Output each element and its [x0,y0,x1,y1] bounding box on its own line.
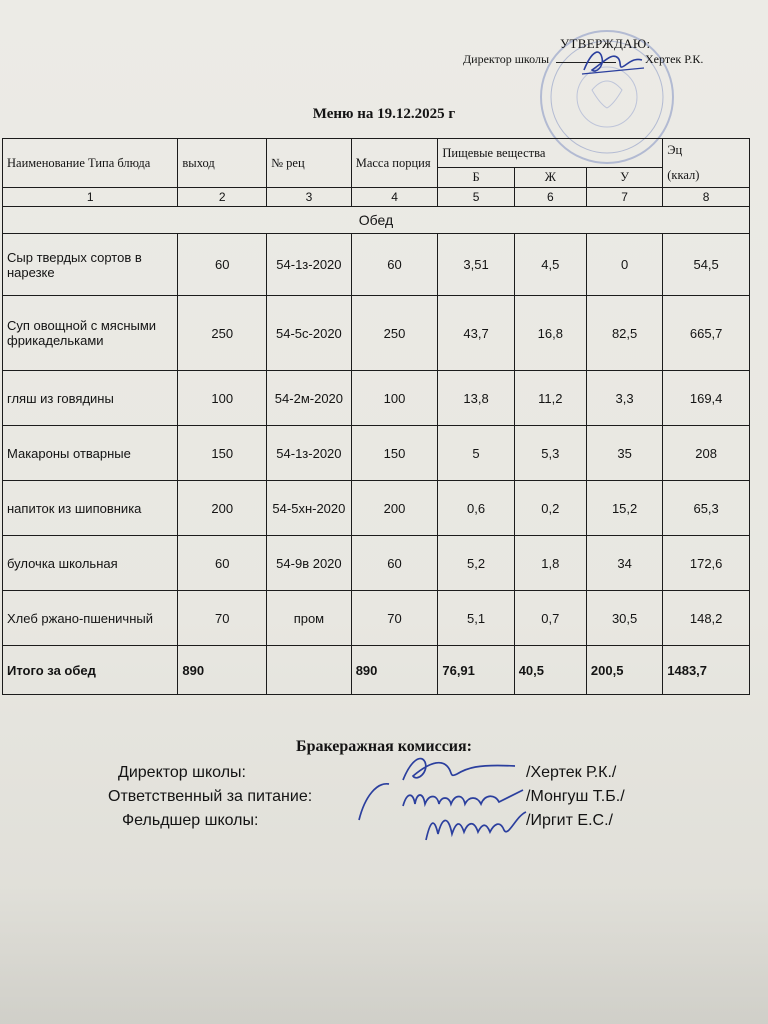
dish-fat: 0,2 [514,481,586,536]
dish-protein: 43,7 [438,296,514,371]
dish-output: 150 [178,426,267,481]
header-name: Наименование Типа блюда [3,139,178,188]
dish-protein: 5 [438,426,514,481]
dish-energy: 665,7 [663,296,750,371]
commission-title: Бракеражная комиссия: [296,738,472,755]
header-nutrients: Пищевые вещества [438,139,663,168]
table-row [3,426,750,481]
dish-recipe: 54-9в 2020 [267,536,352,591]
approval-heading: УТВЕРЖДАЮ: [560,36,651,51]
header-recipe: № рец [267,139,352,188]
commission-name: /Хертек Р.К./ [526,764,617,781]
dish-mass: 70 [351,591,438,646]
dish-name: Хлеб ржано-пшеничный [3,591,178,646]
total-carbs: 200,5 [586,646,662,695]
table-row [3,296,750,371]
director-label: Директор школы [463,52,550,66]
total-energy: 1483,7 [663,646,750,695]
dish-protein: 5,2 [438,536,514,591]
dish-mass: 60 [351,234,438,296]
dish-carbs: 30,5 [586,591,662,646]
dish-fat: 0,7 [514,591,586,646]
table-row [3,536,750,591]
dish-name: напиток из шиповника [3,481,178,536]
header-mass: Масса порция [351,139,438,188]
dish-fat: 16,8 [514,296,586,371]
total-output: 890 [178,646,267,695]
total-mass: 890 [351,646,438,695]
menu-table [2,138,750,695]
dish-recipe: 54-1з-2020 [267,426,352,481]
paper-shadow [0,884,768,1024]
dish-fat: 11,2 [514,371,586,426]
total-protein: 76,91 [438,646,514,695]
dish-output: 60 [178,234,267,296]
irgit-signature [420,804,530,848]
commission-role: Директор школы: [118,764,246,781]
dish-fat: 4,5 [514,234,586,296]
dish-output: 250 [178,296,267,371]
col-number: 6 [514,188,586,207]
header-energy-unit: (ккал) [667,168,700,182]
dish-mass: 200 [351,481,438,536]
dish-fat: 5,3 [514,426,586,481]
dish-carbs: 15,2 [586,481,662,536]
col-number: 5 [438,188,514,207]
dish-fat: 1,8 [514,536,586,591]
dish-protein: 0,6 [438,481,514,536]
dish-mass: 100 [351,371,438,426]
header-zh: Ж [514,168,586,188]
dish-name: булочка школьная [3,536,178,591]
dish-carbs: 35 [586,426,662,481]
total-recipe [267,646,352,695]
dish-recipe: пром [267,591,352,646]
table-row [3,591,750,646]
dish-recipe: 54-5хн-2020 [267,481,352,536]
dish-protein: 5,1 [438,591,514,646]
dish-energy: 54,5 [663,234,750,296]
dish-carbs: 3,3 [586,371,662,426]
dish-protein: 13,8 [438,371,514,426]
total-row [3,646,750,695]
total-fat: 40,5 [514,646,586,695]
total-label: Итого за обед [3,646,178,695]
header-b: Б [438,168,514,188]
header-energy-label: Эц [667,143,683,157]
col-number: 1 [3,188,178,207]
table-row [3,371,750,426]
dish-energy: 169,4 [663,371,750,426]
dish-recipe: 54-5с-2020 [267,296,352,371]
dish-recipe: 54-2м-2020 [267,371,352,426]
dish-mass: 250 [351,296,438,371]
dish-output: 200 [178,481,267,536]
column-number-row [3,188,750,207]
dish-output: 100 [178,371,267,426]
dish-mass: 150 [351,426,438,481]
dish-mass: 60 [351,536,438,591]
col-number: 2 [178,188,267,207]
section-label: Обед [3,207,750,234]
section-row [3,207,750,234]
dish-name: Суп овощной с мясными фрикадельками [3,296,178,371]
page-title: Меню на 19.12.2025 г [312,106,456,122]
dish-recipe: 54-1з-2020 [267,234,352,296]
col-number: 7 [586,188,662,207]
dish-carbs: 34 [586,536,662,591]
dish-name: Макароны отварные [3,426,178,481]
director-signature-top [578,44,650,80]
dish-name: Сыр твердых сортов в нарезке [3,234,178,296]
dish-carbs: 0 [586,234,662,296]
dish-energy: 208 [663,426,750,481]
table-row [3,481,750,536]
commission-role: Фельдшер школы: [122,812,259,829]
table-row [3,234,750,296]
dish-energy: 172,6 [663,536,750,591]
dish-name: гляш из говядины [3,371,178,426]
dish-output: 60 [178,536,267,591]
director-name: Хертек Р.К. [645,52,704,66]
dish-energy: 65,3 [663,481,750,536]
col-number: 8 [663,188,750,207]
header-energy [663,139,750,188]
commission-name: /Монгуш Т.Б./ [526,788,625,805]
dish-energy: 148,2 [663,591,750,646]
commission-name: /Иргит Е.С./ [526,812,613,829]
header-output: выход [178,139,267,188]
commission-role: Ответственный за питание: [108,788,313,805]
header-row [3,139,750,168]
col-number: 3 [267,188,352,207]
col-number: 4 [351,188,438,207]
dish-carbs: 82,5 [586,296,662,371]
dish-protein: 3,51 [438,234,514,296]
dish-output: 70 [178,591,267,646]
header-u: У [586,168,662,188]
